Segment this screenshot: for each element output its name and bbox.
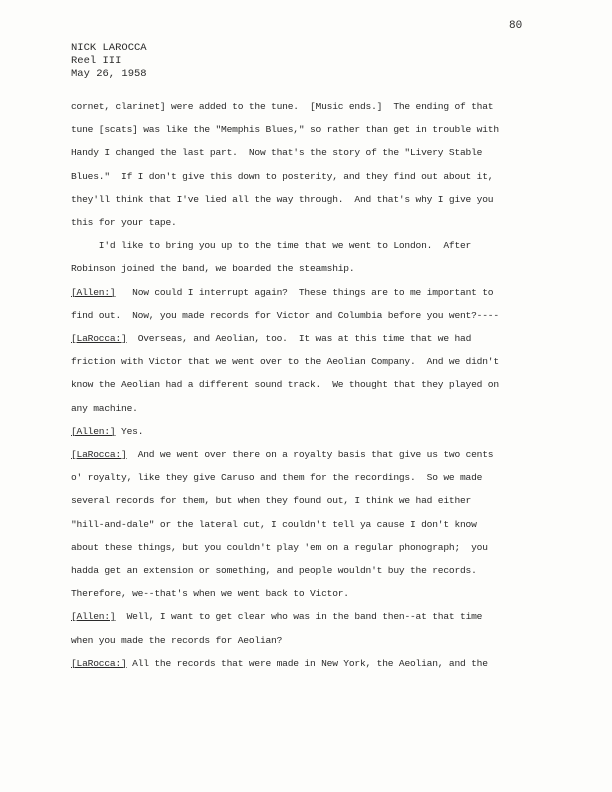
line-text: Robinson joined the band, we boarded the steamship. — [71, 263, 355, 275]
speaker-label: [LaRocca:] — [71, 657, 127, 669]
line-text: Yes. — [115, 425, 144, 437]
line-text: And we went over there on a royalty basis that give us two cents — [126, 449, 494, 460]
line-text: when you made the records for Aeolian? — [71, 634, 283, 646]
transcript-line — [71, 611, 482, 622]
transcript-line — [71, 588, 349, 599]
line-text: All the records that were made in New York, the Aeolian, and the — [126, 657, 488, 669]
transcript-line — [71, 310, 499, 321]
line-text: o' royalty, like they give Caruso and them for the recordings. So we made — [71, 472, 483, 484]
speaker-label: [Allen:] — [71, 611, 116, 623]
transcript-line — [71, 472, 482, 483]
line-text: tune [scats] was like the "Memphis Blues," so rather than get in trouble with — [71, 124, 499, 136]
transcript-line — [71, 194, 493, 205]
line-text: Blues." If I don't give this down to posterity, and they find out about it, — [71, 170, 494, 182]
transcript-line — [71, 333, 471, 344]
line-text: cornet, clarinet] were added to the tune. [Music ends.] The ending of that — [71, 101, 494, 112]
line-text: know the Aeolian had a different sound track. We thought that they played on — [71, 379, 499, 391]
transcript-header — [71, 42, 147, 81]
transcript-line — [71, 263, 354, 274]
transcript-line — [71, 101, 493, 112]
transcript-line — [71, 542, 488, 553]
line-text: any machine. — [71, 402, 138, 414]
reel-label: Reel III — [71, 55, 122, 67]
page-number: 80 — [509, 20, 523, 32]
transcript-line — [71, 217, 177, 228]
speaker-label: [LaRocca:] — [71, 449, 127, 460]
transcript-line — [71, 287, 493, 298]
interviewee-name: NICK LAROCCA — [71, 42, 147, 54]
line-text: this for your tape. — [71, 217, 177, 228]
transcript-line — [71, 124, 499, 135]
transcript-line — [71, 147, 482, 158]
line-text: I'd like to bring you up to the time that we went to London. After — [71, 240, 472, 252]
line-text: Overseas, and Aeolian, too. It was at this time that we had — [126, 333, 472, 344]
transcript-line — [71, 658, 488, 669]
line-text: about these things, but you couldn't play 'em on a regular phonograph; you — [71, 541, 488, 553]
line-text: Therefore, we--that's when we went back to Victor. — [71, 588, 349, 600]
transcript-line — [71, 565, 477, 576]
transcript-line — [71, 449, 493, 460]
line-text: Handy I changed the last part. Now that's the story of the "Livery Stable — [71, 147, 483, 159]
line-text: find out. Now, you made records for Victor and Columbia before you went?---- — [71, 309, 499, 321]
line-text: "hill-and-dale" or the lateral cut, I couldn't tell ya cause I don't know — [71, 518, 477, 530]
line-text: Now could I interrupt again? These things are to me important to — [115, 286, 494, 298]
speaker-label: [Allen:] — [71, 286, 116, 298]
line-text: friction with Victor that we went over to the Aeolian Company. And we didn't — [71, 356, 499, 368]
transcript-line — [71, 240, 471, 251]
transcript-line — [71, 519, 477, 530]
transcript-line — [71, 635, 282, 646]
transcript-line — [71, 495, 471, 506]
speaker-label: [Allen:] — [71, 425, 116, 437]
line-text: they'll think that I've lied all the way through. And that's why I give you — [71, 193, 494, 205]
line-text: Well, I want to get clear who was in the band then--at that time — [115, 611, 483, 623]
interview-date: May 26, 1958 — [71, 68, 147, 80]
transcript-line — [71, 403, 138, 414]
line-text: several records for them, but when they found out, I think we had either — [71, 495, 472, 507]
transcript-line — [71, 356, 499, 367]
line-text: hadda get an extension or something, and people wouldn't buy the records. — [71, 565, 477, 576]
transcript-line — [71, 171, 493, 182]
speaker-label: [LaRocca:] — [71, 333, 127, 344]
transcript-line — [71, 379, 499, 390]
transcript-line — [71, 426, 143, 437]
